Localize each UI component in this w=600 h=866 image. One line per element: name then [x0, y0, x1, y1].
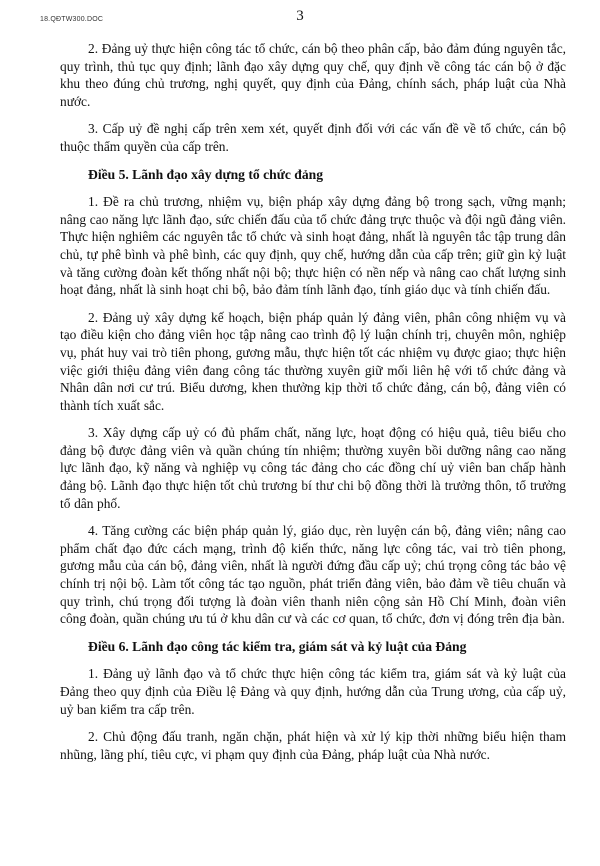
paragraph: 2. Đảng uỷ xây dựng kế hoạch, biện pháp quản lý đảng viên, phân công nhiệm vụ và tạo điều kiện cho đảng viên học tập nâng cao trình độ lý luận chính trị, chuyên môn, nghiệp vụ, phát huy vai trò tiên phong, gương mẫu, thực hiện tốt các nhiệm vụ được giao; thực hiện việc giới thiệu đảng viên đang công tác thường xuyên giữ mối liên hệ với tổ chức đảng và Nhân dân nơi cư trú. Biểu dương, khen thưởng kịp thời tổ chức đảng, cán bộ, đảng viên có thành tích xuất sắc.	[60, 309, 566, 413]
file-label: 18.QĐTW300.DOC	[40, 16, 104, 23]
article-heading: Điều 5. Lãnh đạo xây dựng tổ chức đảng	[88, 166, 323, 182]
paragraph: 4. Tăng cường các biện pháp quản lý, giáo dục, rèn luyện cán bộ, đảng viên; nâng cao phẩm chất đạo đức cách mạng, trình độ kiến thức, năng lực công tác, vai trò tiên phong, gương mẫu của cán bộ, đảng viên, nhất là người đứng đầu cấp uỷ; chú trọng công tác bảo vệ chính trị nội bộ. Làm tốt công tác tạo nguồn, phát triển đảng viên, bảo đảm về tiêu chuẩn và quy trình, chú trọng đối tượng là đoàn viên thanh niên cộng sản Hồ Chí Minh, đoàn viên công đoàn, quần chúng ưu tú ở khu dân cư và các cơ quan, tổ chức, đơn vị đóng trên địa bàn.	[60, 523, 566, 627]
article-heading: Điều 6. Lãnh đạo công tác kiểm tra, giám sát và kỷ luật của Đảng	[88, 638, 467, 654]
paragraph: 3. Xây dựng cấp uỷ có đủ phẩm chất, năng lực, hoạt động có hiệu quả, tiêu biểu cho đảng bộ được đảng viên và quần chúng tín nhiệm; thường xuyên bồi dưỡng nâng cao năng lực lãnh đạo, kỹ năng và nghiệp vụ công tác đảng cho các đồng chí uỷ viên ban chấp hành đảng bộ. Lãnh đạo thực hiện tốt chủ trương bí thư chi bộ đồng thời là trưởng thôn, tổ trưởng tổ dân phố.	[60, 425, 566, 511]
paragraph: 1. Đảng uỷ lãnh đạo và tổ chức thực hiện công tác kiểm tra, giám sát và kỷ luật của Đảng theo quy định của Điều lệ Đảng và quy định, hướng dẫn của Trung ương, của cấp uỷ, uỷ ban kiểm tra cấp trên.	[60, 666, 566, 717]
paragraph: 1. Đề ra chủ trương, nhiệm vụ, biện pháp xây dựng đảng bộ trong sạch, vững mạnh; nâng cao năng lực lãnh đạo, sức chiến đấu của tổ chức đảng trực thuộc và đội ngũ đảng viên. Thực hiện nghiêm các nguyên tắc tổ chức và sinh hoạt đảng, nhất là nguyên tắc tập trung dân chủ, tự phê bình và phê bình, các quy định, quy chế, hướng dẫn của cấp trên; giữ gìn kỷ luật và tăng cường đoàn kết thống nhất nội bộ; thực hiện có nền nếp và nâng cao chất lượng sinh hoạt đảng, nhất là sinh hoạt chi bộ, bảo đảm tính lãnh đạo, tính giáo dục và tính chiến đấu.	[60, 194, 566, 298]
paragraph: 2. Đảng uỷ thực hiện công tác tổ chức, cán bộ theo phân cấp, bảo đảm đúng nguyên tắc, quy trình, thủ tục quy định; lãnh đạo xây dựng quy chế, quy định về công tác cán bộ ở đặc khu theo đúng chủ trương, nghị quyết, quy định của Đảng, chính sách, pháp luật của Nhà nước.	[60, 41, 566, 109]
paragraph: 3. Cấp uỷ đề nghị cấp trên xem xét, quyết định đối với các vấn đề về tổ chức, cán bộ thuộc thẩm quyền của cấp trên.	[60, 121, 566, 154]
paragraph: 2. Chủ động đấu tranh, ngăn chặn, phát hiện và xử lý kịp thời những biểu hiện tham nhũng, lãng phí, tiêu cực, vi phạm quy định của Đảng, pháp luật của Nhà nước.	[60, 729, 566, 762]
page-number: 3	[296, 8, 304, 24]
document-body	[60, 40, 566, 773]
